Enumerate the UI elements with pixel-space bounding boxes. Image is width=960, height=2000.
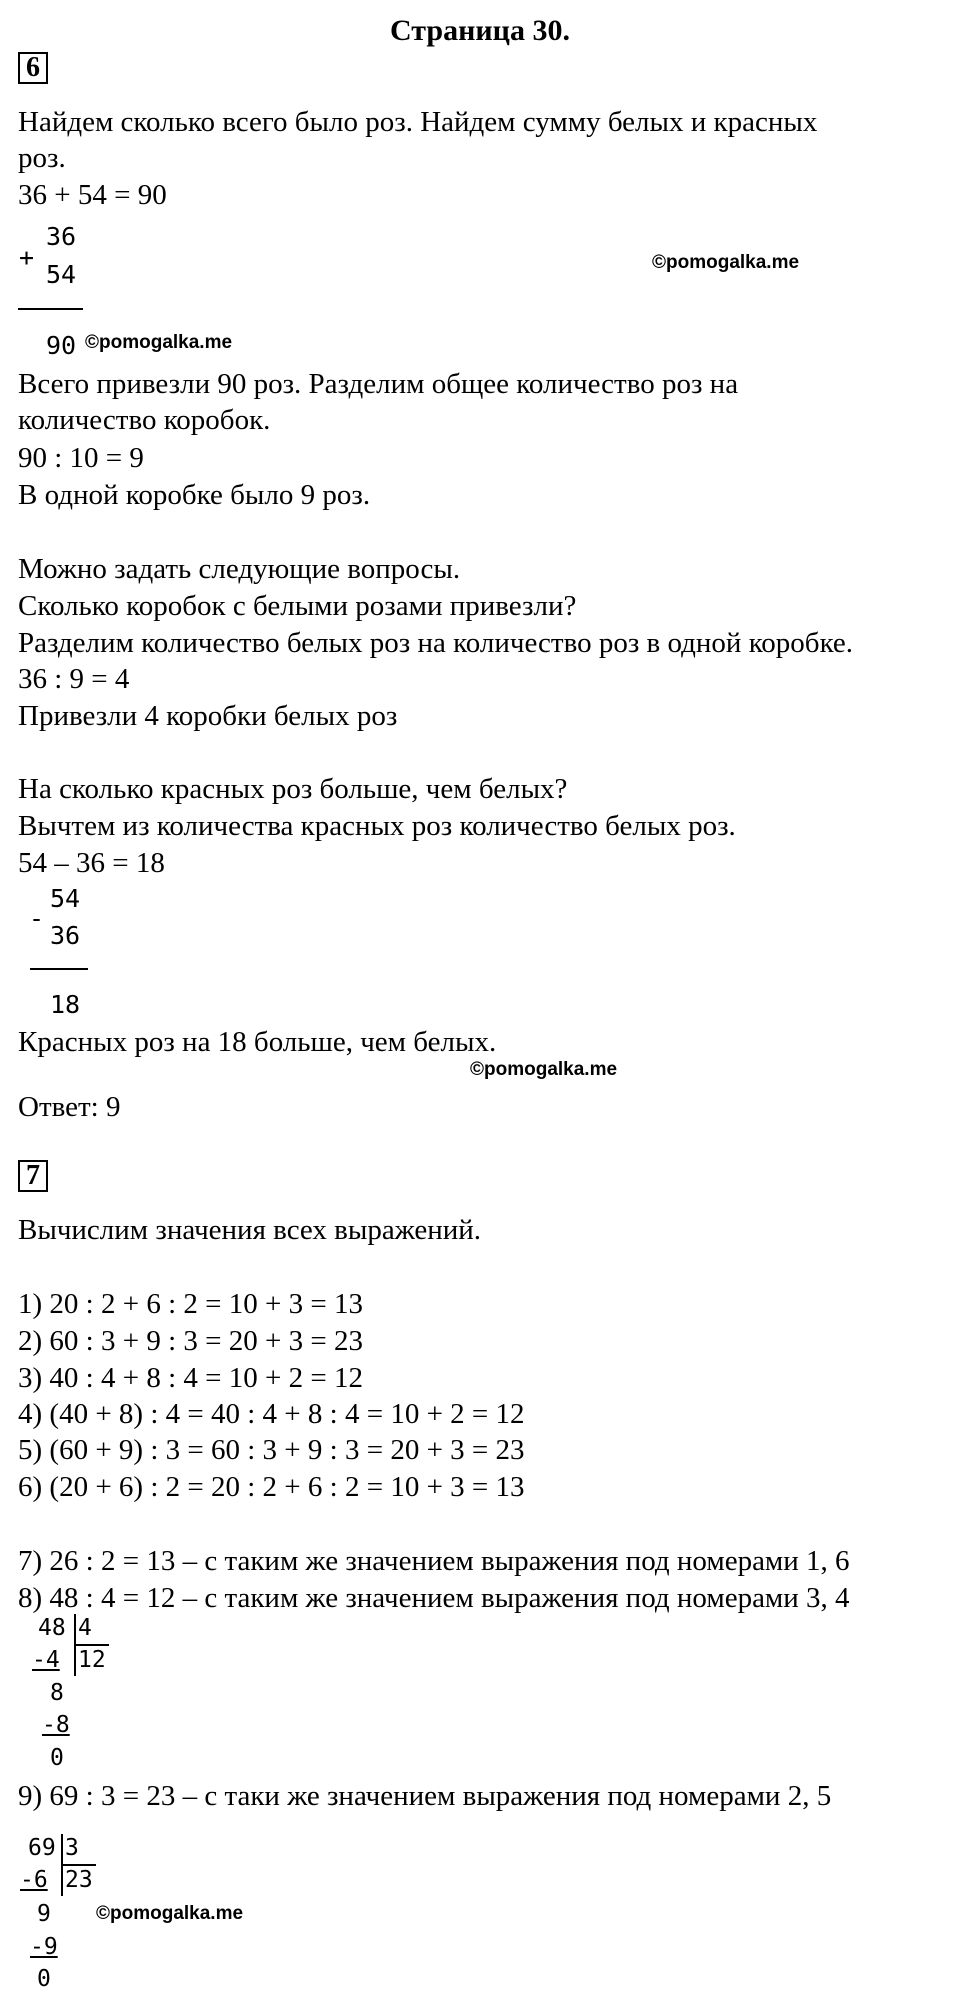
addition-sign: +: [19, 243, 35, 272]
division2-sub1: -6: [20, 1867, 48, 1893]
task-7-item: 8) 48 : 4 = 12 – с таким же значением выражения под номерами 3, 4: [18, 1582, 850, 1614]
task-6-number: 6: [18, 52, 48, 84]
task-6-line: 90 : 10 = 9: [18, 442, 144, 474]
subtraction-bottom: 36: [50, 921, 81, 950]
task-7-item: 2) 60 : 3 + 9 : 3 = 20 + 3 = 23: [18, 1325, 363, 1357]
task-6-line: В одной коробке было 9 роз.: [18, 479, 371, 511]
division2-line: [61, 1864, 96, 1866]
task-6-line: 36 : 9 = 4: [18, 663, 130, 695]
task-6-line: Красных роз на 18 больше, чем белых.: [18, 1026, 497, 1058]
task-7-item: 9) 69 : 3 = 23 – с таки же значением выражения под номерами 2, 5: [18, 1780, 832, 1812]
task-6-line: Найдем сколько всего было роз. Найдем сумму белых и красных: [18, 106, 818, 138]
task-6-line: Всего привезли 90 роз. Разделим общее количество роз на: [18, 368, 739, 400]
division1-quotient: 12: [78, 1647, 106, 1673]
watermark: ©pomogalka.me: [96, 1903, 244, 1924]
watermark: ©pomogalka.me: [470, 1059, 618, 1080]
task-7-intro: Вычислим значения всех выражений.: [18, 1214, 482, 1246]
subtraction-sign: -: [29, 904, 45, 933]
task-6-line: Вычтем из количества красных роз количество белых роз.: [18, 810, 736, 842]
task-6-line: Привезли 4 коробки белых роз: [18, 700, 398, 732]
division1-rem2: 0: [50, 1745, 64, 1771]
task-6-line: Разделим количество белых роз на количество роз в одной коробке.: [18, 627, 854, 659]
task-7-item: 4) (40 + 8) : 4 = 40 : 4 + 8 : 4 = 10 + 2 = 12: [18, 1398, 525, 1430]
division2-rem1: 9: [37, 1901, 51, 1927]
watermark: ©pomogalka.me: [652, 252, 800, 273]
task-6-line: Можно задать следующие вопросы.: [18, 553, 461, 585]
task-6-line: 36 + 54 = 90: [18, 179, 167, 211]
task-6-line: На сколько красных роз больше, чем белых?: [18, 773, 568, 805]
task-7-item: 5) (60 + 9) : 3 = 60 : 3 + 9 : 3 = 20 + 3 = 23: [18, 1434, 525, 1466]
watermark: ©pomogalka.me: [85, 332, 233, 353]
task-7-item: 7) 26 : 2 = 13 – с таким же значением выражения под номерами 1, 6: [18, 1545, 850, 1577]
task-6-line: Сколько коробок с белыми розами привезли?: [18, 590, 577, 622]
addition-result: 90: [46, 331, 77, 360]
addition-line: [18, 308, 83, 310]
division1-sub1: -4: [32, 1647, 60, 1673]
task-6-answer: Ответ: 9: [18, 1091, 121, 1123]
addition-bottom: 54: [46, 260, 77, 289]
division2-rem2: 0: [37, 1966, 51, 1992]
task-7-item: 6) (20 + 6) : 2 = 20 : 2 + 6 : 2 = 10 + 3 = 13: [18, 1471, 525, 1503]
task-7-item: 3) 40 : 4 + 8 : 4 = 10 + 2 = 12: [18, 1362, 363, 1394]
division2-dividend: 69: [28, 1835, 56, 1861]
task-6-line: 54 – 36 = 18: [18, 847, 165, 879]
task-6-line: количество коробок.: [18, 404, 271, 436]
division1-dividend: 48: [38, 1615, 66, 1641]
division2-quotient: 23: [65, 1867, 93, 1893]
division1-rem1: 8: [50, 1680, 64, 1706]
subtraction-result: 18: [50, 990, 81, 1019]
division2-divisor: 3: [65, 1835, 79, 1861]
division1-divisor: 4: [78, 1615, 92, 1641]
subtraction-top: 54: [50, 884, 81, 913]
division1-line: [74, 1644, 109, 1646]
addition-top: 36: [46, 222, 77, 251]
task-6-line: роз.: [18, 142, 66, 174]
task-7-item: 1) 20 : 2 + 6 : 2 = 10 + 3 = 13: [18, 1288, 363, 1320]
task-7-number: 7: [18, 1160, 48, 1192]
division1-sub2: -8: [42, 1712, 70, 1738]
division2-sub2: -9: [30, 1934, 58, 1960]
subtraction-line: [30, 968, 88, 970]
page-title: Страница 30.: [390, 14, 570, 47]
